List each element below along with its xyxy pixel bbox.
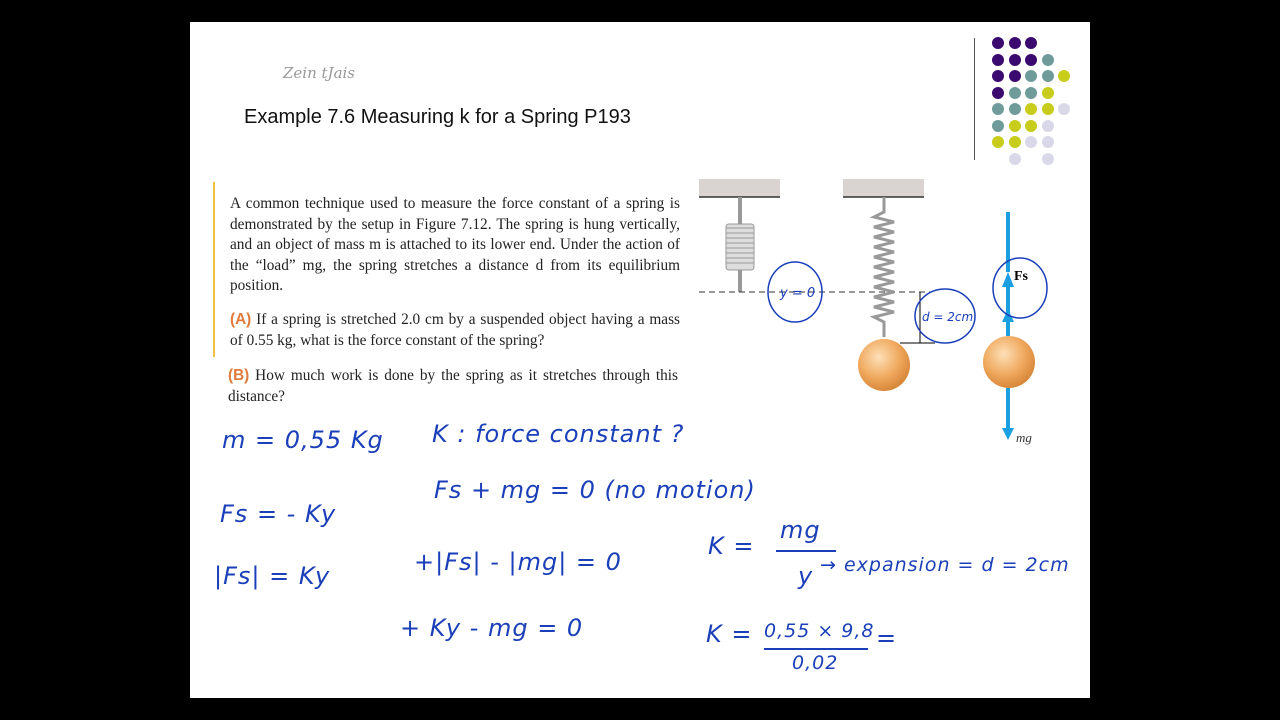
slide-title: Example 7.6 Measuring k for a Spring P193: [244, 106, 631, 128]
decorative-dot: [1042, 87, 1054, 99]
fraction-bar-calc: [764, 648, 868, 650]
fs-label: Fs: [1014, 269, 1028, 284]
spring-stretched: [874, 197, 894, 337]
decorative-dot: [1042, 120, 1054, 132]
hw-k-calc-num: 0,55 × 9,8: [764, 620, 875, 642]
hw-mass: m = 0,55 Kg: [222, 426, 384, 454]
author-signature: Zein tJais: [283, 64, 356, 82]
decorative-dot: [1009, 37, 1021, 49]
decorative-dot: [1042, 103, 1054, 115]
decorative-dot: [1025, 87, 1037, 99]
hw-k-calc-lhs: K =: [706, 620, 753, 648]
decorative-dot: [992, 103, 1004, 115]
decorative-dot: [992, 120, 1004, 132]
hw-ky-eq: + Ky - mg = 0: [400, 614, 584, 642]
hw-hooke: Fs = - Ky: [220, 500, 337, 528]
part-a-text: If a spring is stretched 2.0 cm by a suspended object having a mass of 0.55 kg, what is the force constant of the spring?: [230, 311, 680, 349]
decorative-dot: [1025, 103, 1037, 115]
decorative-dot: [992, 54, 1004, 66]
problem-text: A common technique used to measure the force constant of a spring is demonstrated by the setup in Figure 7.12. The spring is hung vertically, and an object of mass m is attached to its lower end. Under the action of the “load” mg, the spring stretches a distance d from its equilibrium position.: [230, 195, 680, 295]
hw-k-calc-den: 0,02: [792, 652, 839, 674]
decorative-dot: [1042, 70, 1054, 82]
decorative-dot: [992, 87, 1004, 99]
slide: [190, 22, 1090, 698]
decorative-dot: [1025, 70, 1037, 82]
decorative-dot: [1025, 120, 1037, 132]
hw-hooke-abs: |Fs| = Ky: [214, 562, 331, 590]
spring-figure: [690, 172, 1070, 462]
decorative-dot: [1009, 87, 1021, 99]
decorative-dot: [1009, 70, 1021, 82]
decorative-dot: [1042, 54, 1054, 66]
decorative-dot: [1009, 103, 1021, 115]
hw-k-calc-eq: =: [876, 624, 898, 652]
decorative-dot: [1042, 153, 1054, 165]
decorative-dot: [1009, 136, 1021, 148]
decorative-dot: [1058, 103, 1070, 115]
decorative-dot: [1058, 70, 1070, 82]
spring-compressed: [726, 224, 754, 270]
divider: [974, 38, 975, 160]
part-b-label: (B): [228, 367, 250, 384]
decorative-dot: [1042, 136, 1054, 148]
hw-k-num: mg: [780, 516, 821, 544]
part-a-label: (A): [230, 311, 252, 328]
decorative-dot: [1009, 120, 1021, 132]
hw-vector-eq: Fs + mg = 0 (no motion): [434, 476, 756, 504]
decorative-dot: [1009, 153, 1021, 165]
mg-label: mg: [1016, 430, 1032, 445]
decorative-dot: [992, 136, 1004, 148]
ceiling-left: [699, 179, 780, 197]
mass-ball: [858, 339, 910, 391]
decorative-dot: [1025, 37, 1037, 49]
decorative-dot: [992, 37, 1004, 49]
hw-k-question: K : force constant ?: [432, 420, 685, 448]
part-b: [228, 366, 678, 407]
part-a: [230, 310, 680, 351]
y0-note: y = 0: [780, 286, 816, 301]
decorative-dot: [1025, 136, 1037, 148]
d-note: d = 2cm: [922, 310, 974, 324]
accent-bar: [213, 182, 215, 357]
decorative-dot: [1009, 54, 1021, 66]
ceiling-right: [843, 179, 924, 197]
hw-k-lhs: K =: [708, 532, 755, 560]
fraction-bar: [776, 550, 836, 552]
mass-ball-fbd: [983, 336, 1035, 388]
hw-abs-eq: +|Fs| - |mg| = 0: [414, 548, 622, 576]
decorative-dot: [992, 70, 1004, 82]
part-b-text: How much work is done by the spring as it stretches through this distance?: [228, 367, 678, 405]
hw-expansion: → expansion = d = 2cm: [820, 554, 1070, 576]
decorative-dot: [1025, 54, 1037, 66]
hw-k-den: y: [798, 562, 814, 590]
